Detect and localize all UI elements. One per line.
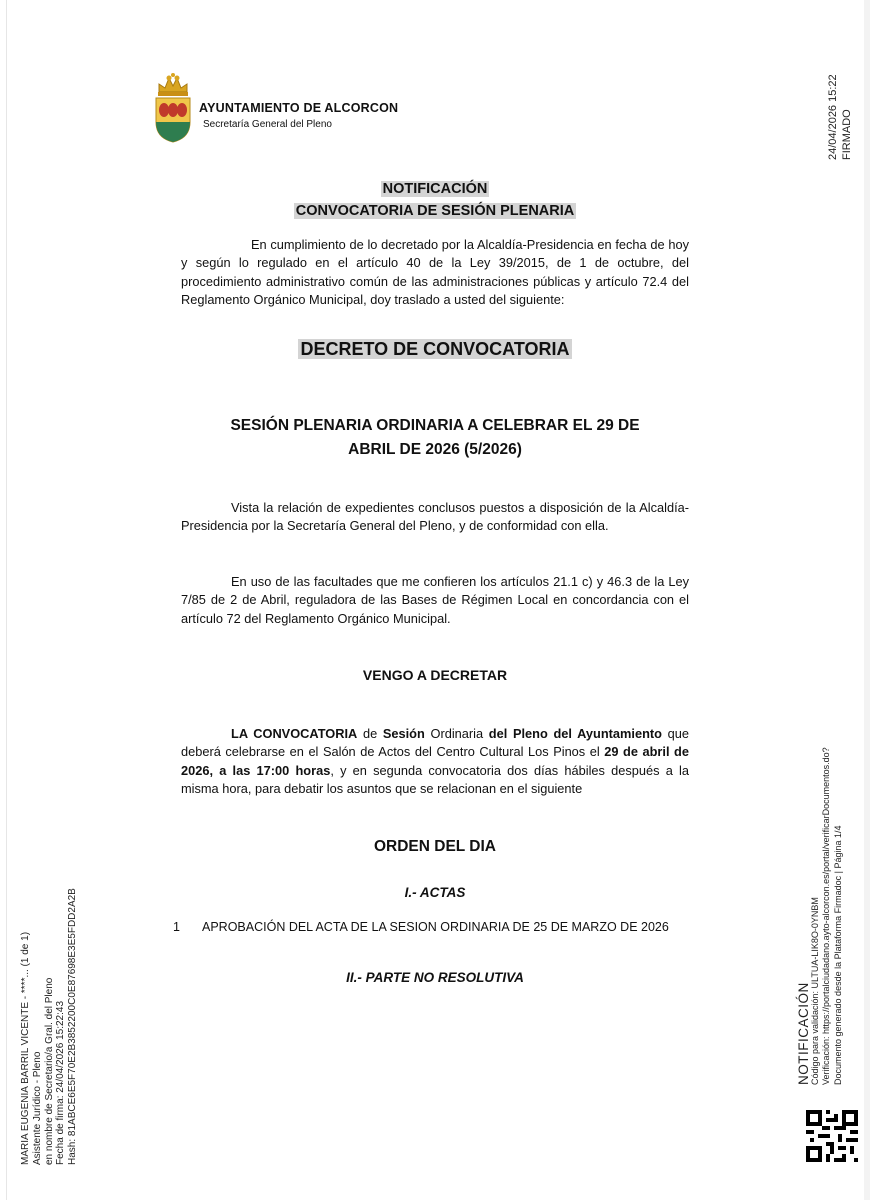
signature-date: Fecha de firma: 24/04/2026 15:22:43	[55, 1000, 67, 1165]
session-line-2: ABRIL DE 2026 (5/2026)	[348, 441, 522, 458]
coat-of-arms-icon	[153, 72, 193, 144]
signer-role: Asistente Jurídico - Pleno	[31, 1051, 43, 1165]
vista-paragraph: Vista la relación de expedientes conclusos puestos a disposición de la Alcaldía-Presidencia por la Secretaría General del Pleno, y de conformidad con ella.	[181, 500, 689, 534]
session-heading	[160, 414, 710, 462]
convocatoria-text-2: Ordinaria	[424, 726, 489, 741]
agenda-item-number: 1	[173, 920, 180, 934]
decree-title-text: DECRETO DE CONVOCATORIA	[300, 339, 570, 359]
convocatoria-bold-4: 29 de abril de 2026, a las 17:00 horas	[181, 744, 689, 778]
convocatoria-text-4: , y en segunda convocatoria dos días hábiles después a la misma hora, para debatir los asuntos que se relacionan en el siguiente	[181, 762, 689, 797]
signature-block	[20, 888, 79, 1165]
convocatoria-bold-3: del Pleno del Ayuntamiento	[488, 726, 662, 741]
stamp-status: FIRMADO	[841, 109, 853, 160]
document-title	[160, 178, 710, 222]
title-line-1: NOTIFICACIÓN	[382, 181, 488, 197]
verification-url[interactable]: Verificación: https://portalciudadano.ayto-alcorcon.es/portal/verificarDocumentos.do?	[821, 747, 831, 1085]
department-name: Secretaría General del Pleno	[203, 119, 332, 130]
section-parte-no-resolutiva-title: II.- PARTE NO RESOLUTIVA	[346, 970, 524, 985]
convocatoria-paragraph	[181, 725, 689, 799]
page-edge	[864, 0, 870, 1200]
vengo-heading: VENGO A DECRETAR	[362, 667, 508, 683]
signer-on-behalf: en nombre de Secretario/a Gral. del Pleno	[43, 977, 55, 1165]
stamp-date: 24/04/2026 15:22	[827, 74, 839, 160]
session-line-1: SESIÓN PLENARIA ORDINARIA A CELEBRAR EL 29 DE	[230, 417, 640, 434]
convocatoria-text-1: de	[357, 726, 383, 741]
signer-name: MARIA EUGENIA BARRIL VICENTE - ****... (1 de 1)	[20, 931, 31, 1165]
signature-hash: Hash: 81ABCE6E5F70E2B3852200C0E87698E3E5FDD2A2B	[67, 888, 79, 1165]
organization-name: AYUNTAMIENTO DE ALCORCON	[199, 101, 399, 115]
verification-block	[798, 747, 844, 1085]
signature-stamp	[826, 74, 854, 160]
section-actas-title: I.- ACTAS	[404, 885, 466, 900]
title-line-2: CONVOCATORIA DE SESIÓN PLENARIA	[295, 203, 575, 219]
orden-del-dia-heading: ORDEN DEL DIA	[373, 838, 496, 855]
convocatoria-text-3: que deberá celebrarse en el Salón de Actos del Centro Cultural Los Pinos el	[181, 726, 689, 760]
uso-paragraph: En uso de las facultades que me confieren los artículos 21.1 c) y 46.3 de la Ley 7/85 de 2 de Abril, reguladora de las Bases de Régimen Local en concordancia con el artículo 72 del Reglamento Orgánico Municipal.	[181, 574, 689, 626]
convocatoria-bold-2: Sesión	[382, 726, 425, 741]
verification-code: Código para validación: ULTUA-LIK8O-0YNBM	[809, 897, 820, 1085]
verification-heading: NOTIFICACIÓN	[796, 982, 811, 1085]
agenda-item-text: APROBACIÓN DEL ACTA DE LA SESION ORDINARIA DE 25 DE MARZO DE 2026	[202, 920, 669, 934]
verification-generated: Documento generado desde la Plataforma Firmadoc | Página 1/4	[832, 825, 843, 1085]
qr-code-icon	[806, 1110, 858, 1162]
decree-title	[160, 339, 710, 360]
intro-paragraph: En cumplimiento de lo decretado por la Alcaldía-Presidencia en fecha de hoy y según lo regulado en el artículo 40 de la Ley 39/2015, de 1 de octubre, del procedimiento administrativo común de las administraciones públicas y artículo 72.4 del Reglamento Orgánico Municipal, doy traslado a usted del siguiente:	[181, 237, 689, 308]
convocatoria-bold-1: LA CONVOCATORIA	[231, 726, 358, 741]
